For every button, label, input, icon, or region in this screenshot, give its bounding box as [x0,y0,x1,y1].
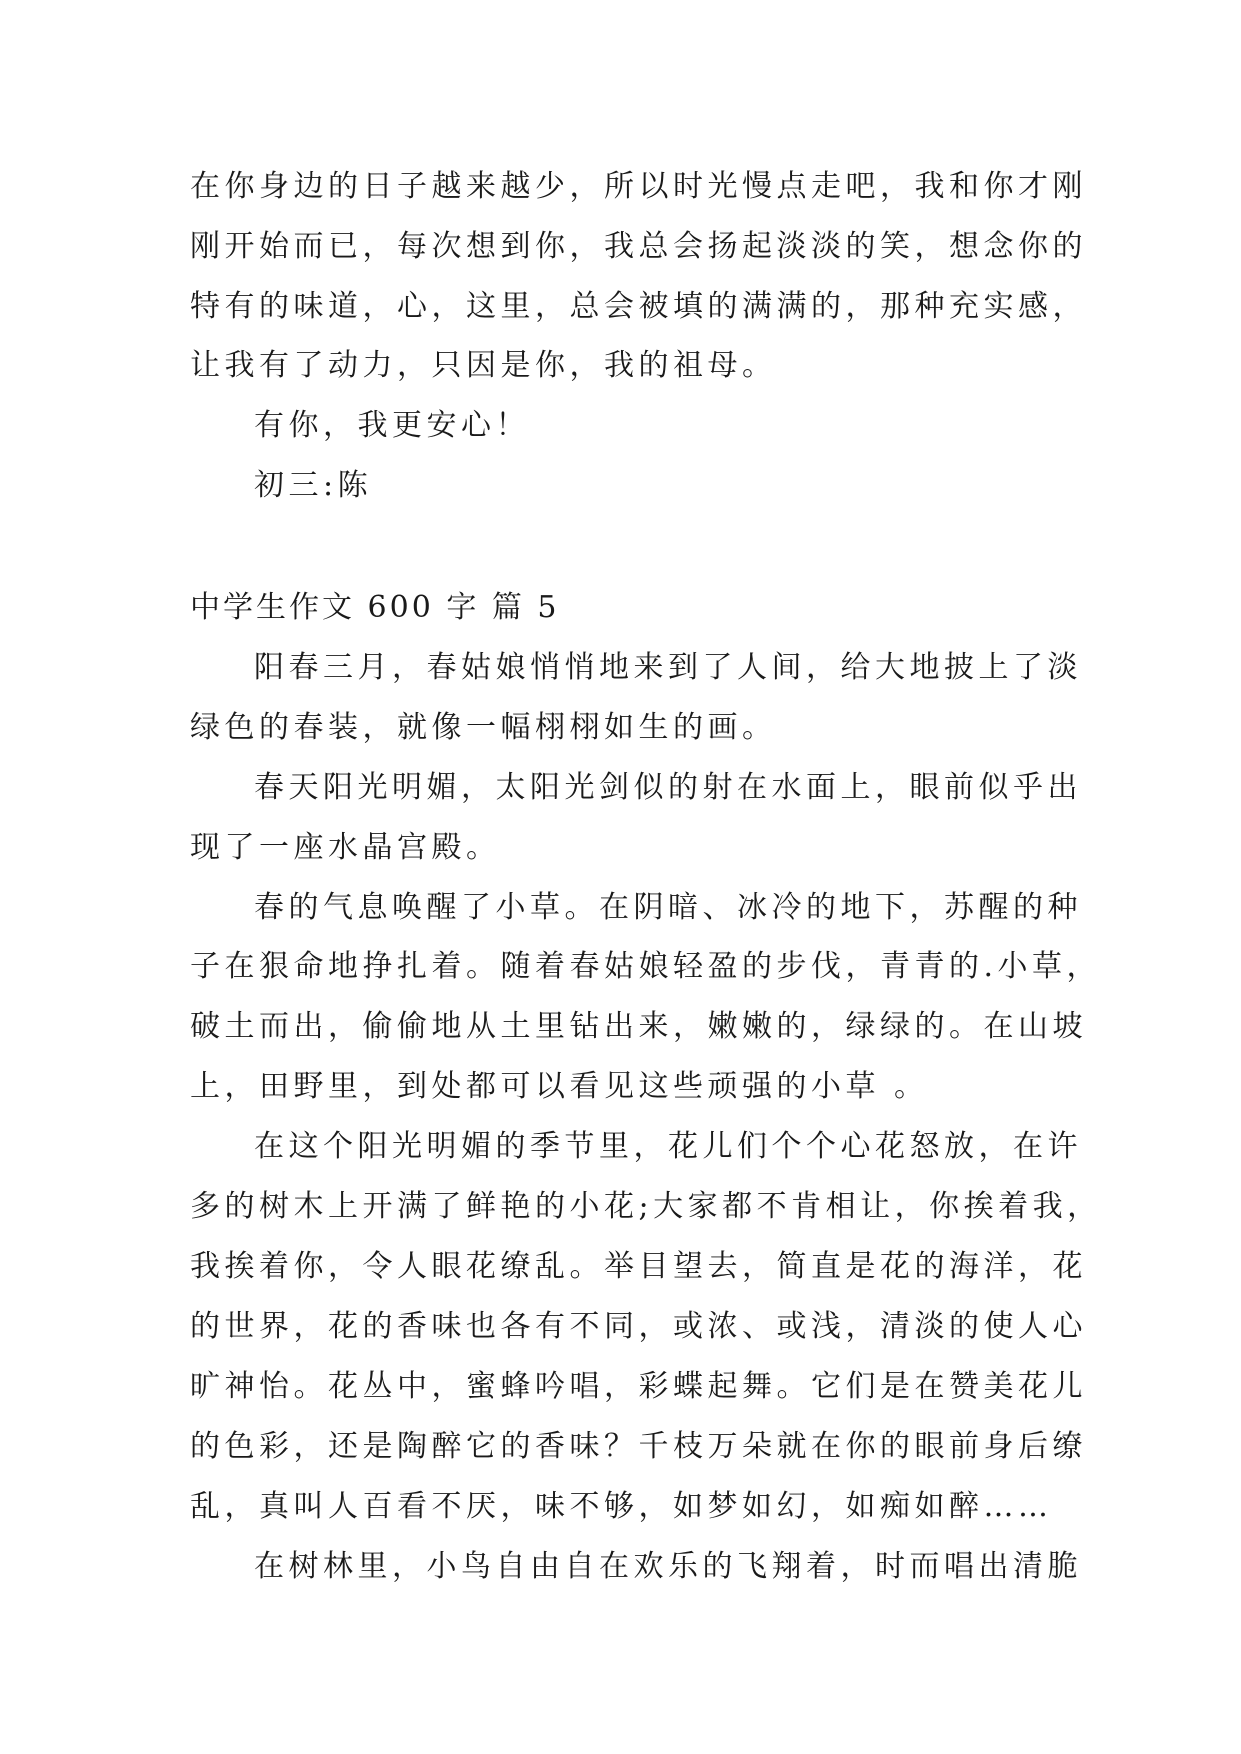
paragraph-line: 乱，真叫人百看不厌，味不够，如梦如幻，如痴如醉…… [190,1489,1053,1524]
paragraph-line: 子在狠命地挣扎着。随着春姑娘轻盈的步伐，青青的.小草， [190,949,1102,984]
paragraph-line: 现了一座水晶宫殿。 [190,830,501,865]
paragraph-line: 的世界，花的香味也各有不同，或浓、或浅，清淡的使人心 [190,1309,1087,1344]
paragraph-line: 的色彩，还是陶醉它的香味？千枝万朵就在你的眼前身后缭 [190,1429,1087,1464]
paragraph-line: 特有的味道，心，这里，总会被填的满满的，那种充实感， [190,289,1087,324]
paragraph-line: 春的气息唤醒了小草。在阴暗、冰冷的地下，苏醒的种 [254,890,1082,925]
paragraph-line: 旷神怡。花丛中，蜜蜂吟唱，彩蝶起舞。它们是在赞美花儿 [190,1369,1087,1404]
paragraph-line: 绿色的春装，就像一幅栩栩如生的画。 [190,710,777,745]
paragraph-line: 在这个阳光明媚的季节里，花儿们个个心花怒放，在许 [254,1129,1082,1164]
signature-line: 初三:陈 [254,468,373,503]
paragraph-line: 让我有了动力，只因是你，我的祖母。 [190,348,777,383]
paragraph-line: 上，田野里，到处都可以看见这些顽强的小草 。 [190,1069,929,1104]
paragraph-line: 在你身边的日子越来越少，所以时光慢点走吧，我和你才刚 [190,169,1087,204]
essay-heading: 中学生作文 600 字 篇 5 [190,590,560,625]
paragraph-line: 春天阳光明媚，太阳光剑似的射在水面上，眼前似乎出 [254,770,1082,805]
paragraph-line: 破土而出，偷偷地从土里钻出来，嫩嫩的，绿绿的。在山坡 [190,1009,1087,1044]
paragraph-line: 我挨着你，令人眼花缭乱。举目望去，简直是花的海洋，花 [190,1249,1087,1284]
closing-line: 有你，我更安心！ [254,408,530,443]
paragraph-line: 阳春三月，春姑娘悄悄地来到了人间，给大地披上了淡 [254,650,1082,685]
paragraph-line: 刚开始而已，每次想到你，我总会扬起淡淡的笑，想念你的 [190,229,1087,264]
paragraph-line: 多的树木上开满了鲜艳的小花;大家都不肯相让，你挨着我， [190,1189,1102,1224]
paragraph-line: 在树林里，小鸟自由自在欢乐的飞翔着，时而唱出清脆 [254,1549,1082,1584]
